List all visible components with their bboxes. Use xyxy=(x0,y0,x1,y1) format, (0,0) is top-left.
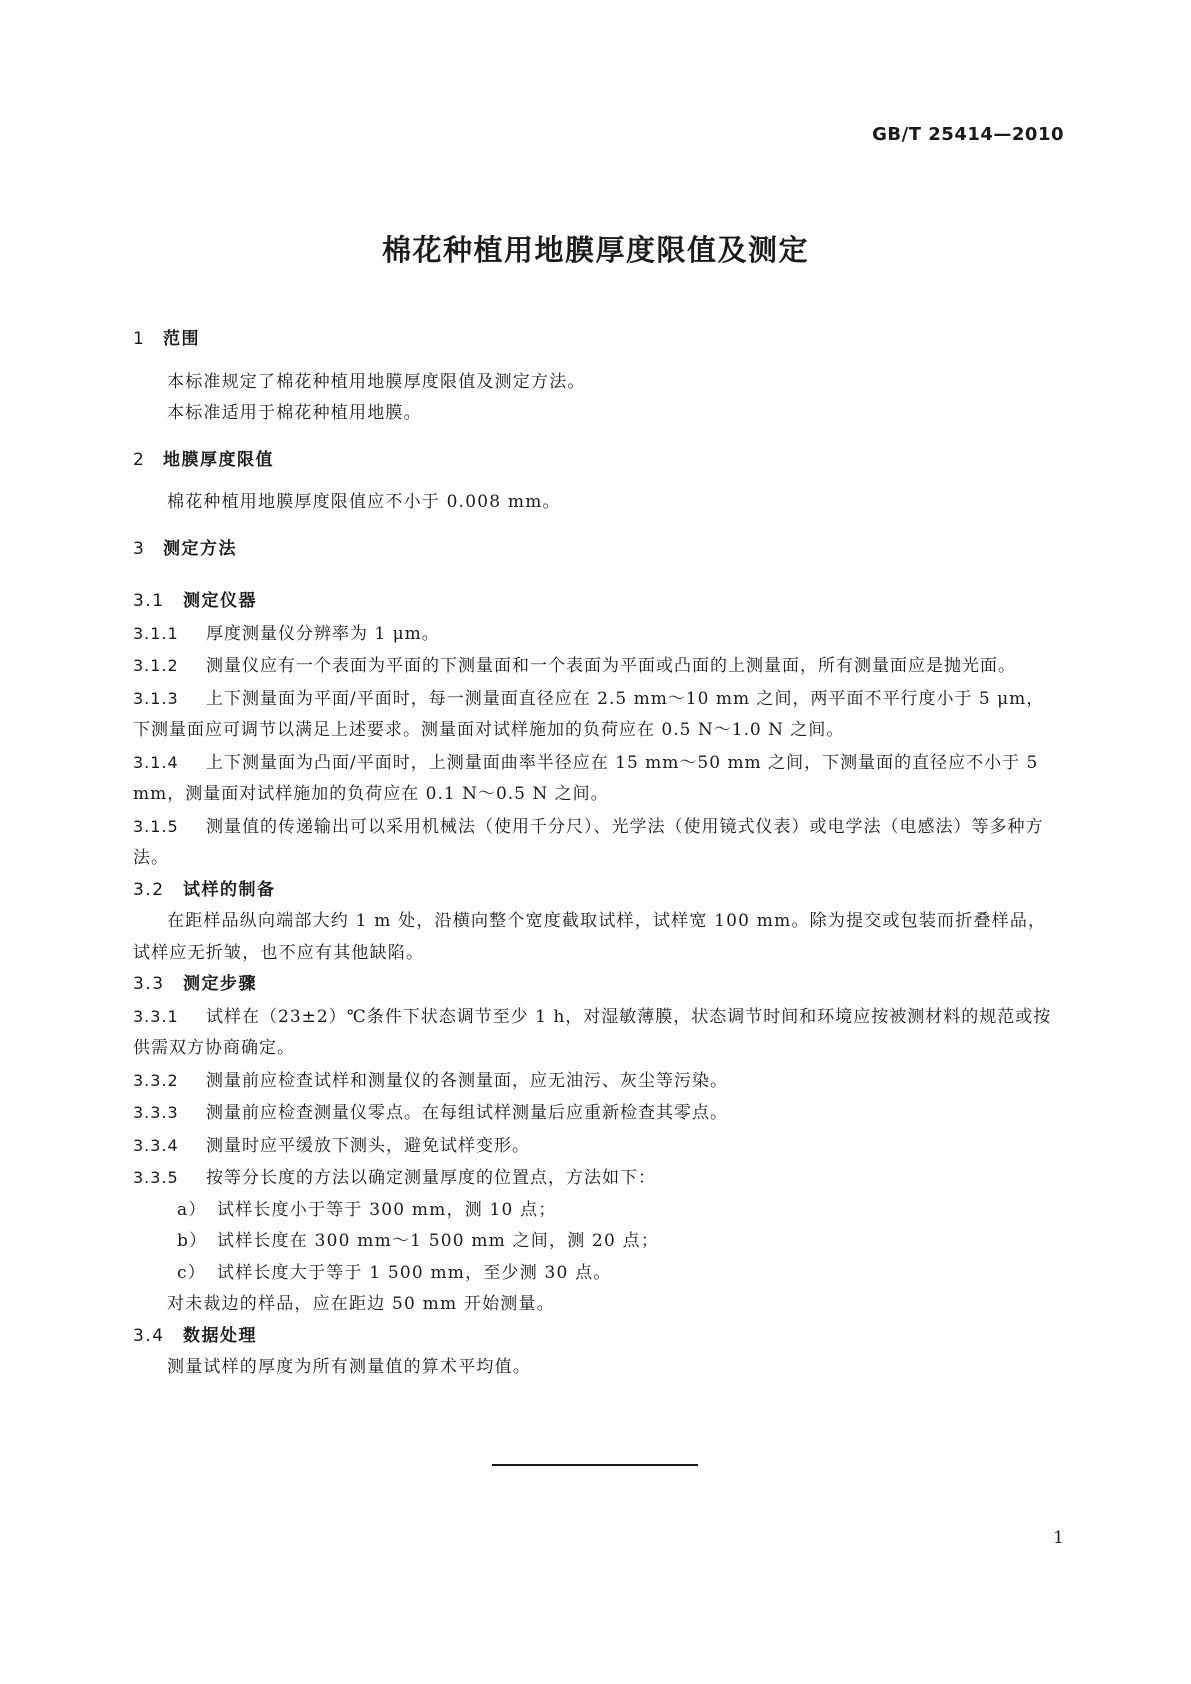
subsection-number: 3.4 xyxy=(133,1325,165,1346)
clause-3-3-3 xyxy=(133,1097,1059,1130)
subsection-number: 3.1 xyxy=(133,591,165,611)
end-rule xyxy=(492,1464,698,1466)
section-title: 范围 xyxy=(163,329,200,349)
section-heading-test-method xyxy=(133,534,1059,566)
clause-number: 3.3.2 xyxy=(133,1070,179,1090)
subsection-heading-data-processing xyxy=(133,1321,1059,1353)
clause-number: 3.1.2 xyxy=(133,656,179,675)
clause-3-3-5 xyxy=(133,1162,1059,1195)
clause-text: 测量时应平缓放下测头，避免试样变形。 xyxy=(206,1135,530,1156)
list-label: b） xyxy=(177,1231,208,1251)
clause-text: 测量值的传递输出可以采用机械法（使用千分尺）、光学法（使用镜式仪表）或电学法（电感法）等多种方法。 xyxy=(133,816,1044,868)
list-label: a） xyxy=(177,1199,207,1220)
clause-text: 按等分长度的方法以确定测量厚度的位置点，方法如下： xyxy=(206,1168,656,1188)
clause-text: 测量前应检查试样和测量仪的各测量面，应无油污、灰尘等污染。 xyxy=(206,1070,728,1091)
clause-number: 3.3.3 xyxy=(133,1103,179,1122)
clause-3-1-2 xyxy=(133,650,1059,683)
subsection-title: 测定仪器 xyxy=(183,591,257,611)
clause-3-3-1 xyxy=(133,1001,1059,1065)
page-number: 1 xyxy=(1053,1528,1064,1548)
subsection-title: 试样的制备 xyxy=(183,879,276,900)
clause-3-1-4 xyxy=(133,747,1059,811)
list-label: c） xyxy=(177,1262,206,1283)
list-text: 试样长度小于等于 300 mm，测 10 点； xyxy=(217,1199,557,1220)
paragraph: 本标准适用于棉花种植用地膜。 xyxy=(167,403,422,423)
subsection-heading-specimen-preparation xyxy=(133,875,1059,907)
clause-number: 3.1.5 xyxy=(133,816,179,836)
section-title: 测定方法 xyxy=(163,538,237,559)
clause-3-1-5 xyxy=(133,811,1059,875)
list-item-a xyxy=(133,1195,1059,1227)
paragraph: 本标准规定了棉花种植用地膜厚度限值及测定方法。 xyxy=(167,371,586,392)
clause-number: 3.3.5 xyxy=(133,1168,179,1187)
clause-text: 测量仪应有一个表面为平面的下测量面和一个表面为平面或凸面的上测量面，所有测量面应是抛光面。 xyxy=(206,656,1016,676)
paragraph: 对未裁边的样品，应在距边 50 mm 开始测量。 xyxy=(167,1294,555,1314)
clause-3-1-3 xyxy=(133,683,1059,747)
clause-text: 上下测量面为平面/平面时，每一测量面直径应在 2.5 mm～10 mm 之间，两平面不平行度小于 5 μm，下测量面应可调节以满足上述要求。测量面对试样施加的负荷应在 0.5 N～1.0 N 之间。 xyxy=(133,688,1045,740)
section-number: 3 xyxy=(133,538,146,559)
clause-text: 上下测量面为凸面/平面时，上测量面曲率半径应在 15 mm～50 mm 之间，下测量面的直径应不小于 5 mm，测量面对试样施加的负荷应在 0.1 N～0.5 N 之间。 xyxy=(133,752,1039,804)
clause-3-3-2 xyxy=(133,1065,1059,1098)
section-heading-scope xyxy=(133,324,1059,356)
section-number: 2 xyxy=(133,449,146,470)
paragraph: 在距样品纵向端部大约 1 m 处，沿横向整个宽度截取试样，试样宽 100 mm。除为提交或包装而折叠样品，试样应无折皱，也不应有其他缺陷。 xyxy=(133,911,1047,963)
section-heading-thickness-limit xyxy=(133,445,1059,477)
subsection-title: 数据处理 xyxy=(183,1325,257,1346)
clause-number: 3.1.1 xyxy=(133,623,179,643)
clause-text: 试样在（23±2）℃条件下状态调节至少 1 h，对湿敏薄膜，状态调节时间和环境应按被测材料的规范或按供需双方协商确定。 xyxy=(133,1006,1052,1058)
list-text: 试样长度大于等于 1 500 mm，至少测 30 点。 xyxy=(217,1262,612,1283)
subsection-heading-apparatus xyxy=(133,586,1059,618)
section-number: 1 xyxy=(133,329,146,349)
clause-number: 3.1.4 xyxy=(133,752,179,772)
clause-text: 测量前应检查测量仪零点。在每组试样测量后应重新检查其零点。 xyxy=(206,1103,728,1123)
subsection-title: 测定步骤 xyxy=(183,974,257,994)
section-title: 地膜厚度限值 xyxy=(163,449,274,470)
paragraph: 棉花种植用地膜厚度限值应不小于 0.008 mm。 xyxy=(167,492,561,512)
document-title: 棉花种植用地膜厚度限值及测定 xyxy=(381,233,809,267)
list-item-c xyxy=(133,1258,1059,1290)
clause-number: 3.3.4 xyxy=(133,1135,179,1155)
list-text: 试样长度在 300 mm～1 500 mm 之间，测 20 点； xyxy=(217,1231,660,1251)
paragraph: 测量试样的厚度为所有测量值的算术平均值。 xyxy=(167,1357,531,1377)
clause-text: 厚度测量仪分辨率为 1 μm。 xyxy=(206,623,440,644)
clause-3-1-1 xyxy=(133,618,1059,651)
clause-number: 3.1.3 xyxy=(133,688,179,708)
subsection-number: 3.3 xyxy=(133,974,165,994)
clause-3-3-4 xyxy=(133,1130,1059,1163)
subsection-number: 3.2 xyxy=(133,879,165,900)
standard-code: GB/T 25414—2010 xyxy=(872,124,1064,145)
clause-number: 3.3.1 xyxy=(133,1006,179,1026)
subsection-heading-procedure xyxy=(133,969,1059,1001)
document-body xyxy=(133,324,1059,1384)
list-item-b xyxy=(133,1226,1059,1258)
